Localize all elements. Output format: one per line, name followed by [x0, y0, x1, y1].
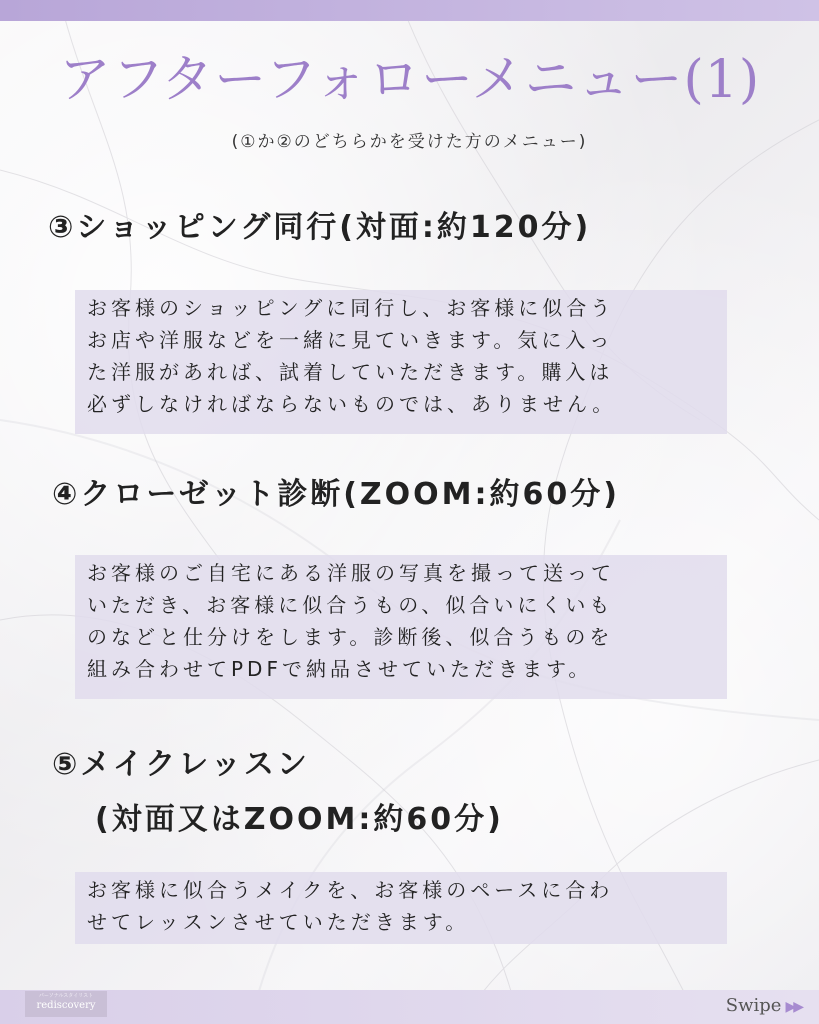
swipe-indicator[interactable] — [726, 992, 801, 1020]
body-line: のなどと仕分けをします。診断後、似合うものを — [87, 625, 614, 649]
section-body-shopping — [75, 290, 727, 434]
logo-tagline: パーソナルスタイリスト — [38, 993, 94, 999]
body-line: お客様に似合うメイクを、お客様のペースに合わ — [87, 878, 614, 902]
body-line: た洋服があれば、試着していただきます。購入は — [87, 360, 614, 384]
section-heading-closet: ④クローゼット診断(ZOOM:約60分) — [52, 477, 620, 512]
page-title: アフターフォローメニュー(1) — [58, 50, 761, 110]
brand-logo — [25, 991, 107, 1017]
page-subtitle: (①か②のどちらかを受けた方のメニュー) — [231, 132, 588, 152]
body-line: せてレッスンさせていただきます。 — [87, 910, 470, 934]
section-heading-makeup-detail: (対面又はZOOM:約60分) — [95, 802, 504, 837]
body-line: いただき、お客様に似合うもの、似合いにくいも — [87, 593, 614, 617]
body-line: お客様のショッピングに同行し、お客様に似合う — [87, 296, 615, 320]
body-line: お客様のご自宅にある洋服の写真を撮って送って — [87, 561, 615, 585]
body-line: お店や洋服などを一緒に見ていきます。気に入っ — [87, 328, 614, 352]
body-line: 必ずしなければならないものでは、ありません。 — [87, 392, 617, 416]
logo-text: rediscovery — [36, 1000, 96, 1011]
bottom-bar — [0, 990, 819, 1024]
section-body-makeup — [75, 872, 727, 944]
double-arrow-right-icon: ▶▶ — [785, 999, 801, 1015]
section-heading-makeup: ⑤メイクレッスン — [52, 747, 310, 782]
top-accent-bar — [0, 0, 819, 21]
section-heading-shopping: ③ショッピング同行(対面:約120分) — [48, 210, 592, 245]
body-line: 組み合わせてPDFで納品させていただきます。 — [87, 657, 593, 681]
section-body-closet — [75, 555, 727, 699]
swipe-label: Swipe — [725, 995, 782, 1016]
